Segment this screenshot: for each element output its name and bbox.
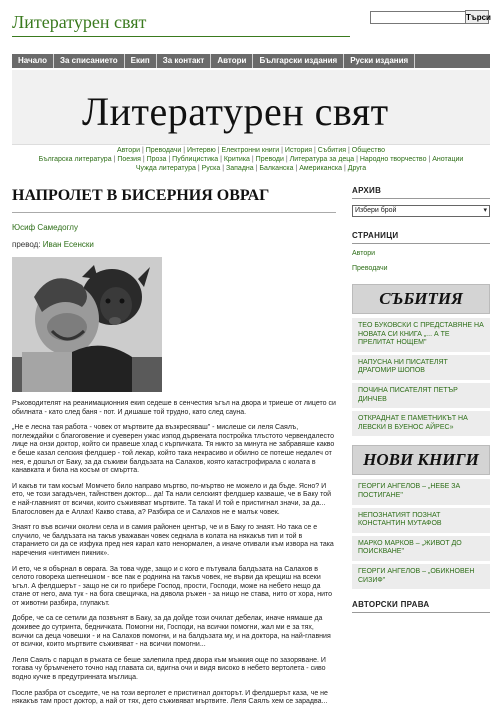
nav-contact[interactable]: За контакт [157,54,212,68]
article-author-link[interactable]: Юсиф Самедоглу [12,223,78,232]
event-item[interactable]: ТЕО БУКОВСКИ С ПРЕДСТАВЯНЕ НА НОВАТА СИ КНИГА „... А ТЕ ПРЕЛИТАТ НОЩЕМ" [352,318,490,355]
nav-bulgarian-editions[interactable]: Български издания [253,54,344,68]
article-paragraph: Ръководителят на реанимационния екип седеше в сенчестия ъгъл на двора и триеше от лицето си обилната - като след баня - пот. И дишаше той трудно, като след сауна. [12,400,336,416]
chevron-down-icon: ▾ [483,207,487,214]
nav-russian-editions[interactable]: Руски издания [344,54,415,68]
category-link[interactable]: Събития [317,147,347,154]
category-link[interactable]: Преводачи [145,147,182,154]
article-paragraph: „Не е лесна тая работа - човек от мъртвите да възкресяваш" - мислеше си леля Саялъ, поглеждайки с благоговение и суеверен ужас изпод дървената постройка тлъстото червендалесто лице на онзи доктор, който си правеше хлад с кърпичката. Тя никто за минута не забравяше какво е беше казал селския фелдшер - той лекар, който така некрасиво и обилно се потеше недалеч от нея, е дошъл от Баку, за да съживи балдъзата на Салахов, която катастрофирала с колата в канавката и била на косъм от смъртта. [12,424,335,475]
search-button[interactable]: Търси [465,10,489,24]
article-paragraph: И ето, че я обърнал в оврага. За това чуде, защо и с кого е пътувала балдъзата на Салахов в селото говореха шепнешком - все пак е роднина на такъв човек, не върви да крещиш на всеки ъгъл. А фелдшерът - защо не си го прибере Господ, прости, Господи, може на небето нещо да стане от него, ама тук - на бога свещичка, на дявола ръжен - за нищо не става, нито от хора, нито от животни разбира, глупакът. [12,565,333,607]
divider [352,198,490,199]
search-input[interactable] [370,11,468,24]
category-links [12,146,490,173]
category-link[interactable]: Проза [146,156,167,163]
header-banner [12,70,490,145]
article-paragraph: Знаят го във всички околни села и в самия районен център, че и в Баку го знаят. Но така се е случило, че балдъзата на такъв уважаван човек седнала в колата на някакъв тип и той в старанието си да се изфука пред нея карал като ненормален, а иначе отивали към извора на така наречения «интимен пикник». [12,524,334,557]
events-banner: СЪБИТИЯ [352,284,490,314]
category-line-2: Българска литература | Поезия | Проза | Публицистика | Критика | Преводи | Литература за деца | Народно творчество | Анотации [38,156,464,163]
category-link[interactable]: Електронни книги [221,147,280,154]
page-link-authors[interactable]: Автори [352,250,376,257]
nav-about[interactable]: За списанието [54,54,125,68]
title-divider [12,36,350,37]
archive-select-value: Избери брой [355,207,397,214]
banner-title: Литературен свят [82,89,389,134]
event-item[interactable]: ПОЧИНА ПИСАТЕЛЯТ ПЕТЪР ДИНЧЕВ [352,383,490,411]
rights-heading: АВТОРСКИ ПРАВА [352,600,430,610]
category-link[interactable]: Поезия [117,156,141,163]
divider [352,243,490,244]
category-link[interactable]: Анотации [432,156,464,163]
category-link[interactable]: Общество [351,147,386,154]
article-paragraph: Леля Саялъ с парцал в ръката се беше залепила пред двора към мъжкия още по зазоряване. И тогава чу бръмченето точно над главата си, вдигна очи и видя високо в небето вертолета - сиво водно кучке в предутринната мъглица. [12,656,326,682]
article-translator [12,240,336,249]
category-link[interactable]: Западна [226,165,254,172]
article-paragraph: Добре, че са се сетили да позвънят в Баку, за да дойде този очилат дебелак, иначе нямаше да доживее до сутринта, бедничката. Помогни ни, Господи, на всички помогни, жал ми е за тях, всички са деца човешки - и на Салахов помогни, и на балдъзата му, и на доктора, на най-главния от всички, които мъртвите съживяват - на всички помогни... [12,615,331,649]
article-paragraph: После разбра от съседите, че на този вертолет е пристигнал докторът. И фелдшерът каза, че не някакъв там прост доктор, а най от тях, дето съживяват мъртвите. Леля Саялъ хем се зарадва... [12,689,328,706]
category-link[interactable]: Американска [299,165,343,172]
category-link[interactable]: Интервю [187,147,216,154]
main-nav [12,54,490,68]
page-link-translators[interactable]: Преводачи [352,265,388,272]
category-line-1: Автори | Преводачи | Интервю | Електронни книги | История | Събития | Общество [116,147,386,154]
article-title: НАПРОЛЕТ В БИСЕРНИЯ ОВРАГ [12,187,270,204]
category-link[interactable]: Руска [201,165,221,172]
divider [352,612,490,613]
category-link[interactable]: Чужда литература [135,165,196,172]
category-link[interactable]: Друга [347,165,367,172]
article [12,186,336,714]
article-paragraph: И какъв ти там косъм! Момчето било направо мъртво, по-мъртво не можело и да бъде. Ясно? И ето, че този загадъчен, тайнствен доктор... да! Та нали селският фелдшер казваше, че в Баку той е най-главният от всички, които съживяват мъртвите. Та така! И той е пристигнал значи, за да... Благословен да е Аллах! Какво става, а? Разбира се и Салахов не е малък човек. [12,482,331,516]
book-item[interactable]: ГЕОРГИ АНГЕЛОВ – „НЕБЕ ЗА ПОСТИГАНЕ" [352,479,490,507]
category-link[interactable]: История [284,147,313,154]
category-line-3: Чужда литература | Руска | Западна | Балканска | Американска | Друга [135,165,367,172]
event-item[interactable]: ОТКРАДНАТ Е ПАМЕТНИКЪТ НА ЛЕВСКИ В БУЕНОС АЙРЕС» [352,411,490,439]
sidebar [352,186,490,619]
article-title-divider [12,212,336,213]
category-link[interactable]: Автори [116,147,140,154]
category-link[interactable]: Преводи [255,156,284,163]
archive-select[interactable] [352,205,490,217]
translator-name-link[interactable]: Иван Есенски [42,240,94,249]
nav-authors[interactable]: Автори [211,54,253,68]
category-link[interactable]: Българска литература [38,156,112,163]
pages-heading: СТРАНИЦИ [352,231,399,240]
translator-label: превод: [12,240,41,249]
category-link[interactable]: Народно творчество [359,156,427,163]
book-item[interactable]: ГЕОРГИ АНГЕЛОВ – „ОБИКНОВЕН СИЗИФ" [352,564,490,592]
event-item[interactable]: НАПУСНА НИ ПИСАТЕЛЯТ ДРАГОМИР ШОПОВ [352,355,490,383]
new-books-banner: НОВИ КНИГИ [352,445,490,475]
nav-home[interactable]: Начало [12,54,54,68]
book-item[interactable]: МАРКО МАРКОВ – „ЖИВОТ ДО ПОИСКВАНЕ" [352,536,490,564]
category-link[interactable]: Литература за деца [289,156,355,163]
archive-heading: АРХИВ [352,186,382,195]
category-link[interactable]: Критика [223,156,250,163]
nav-team[interactable]: Екип [125,54,157,68]
top-bar [0,0,500,50]
category-link[interactable]: Публицистика [172,156,219,163]
site-title[interactable]: Литературен свят [12,12,147,32]
book-item[interactable]: НЕПОЗНАТИЯТ ПОЗНАТ КОНСТАНТИН МУТАФОВ [352,508,490,536]
category-link[interactable]: Балканска [259,165,294,172]
author-photo [12,257,162,392]
